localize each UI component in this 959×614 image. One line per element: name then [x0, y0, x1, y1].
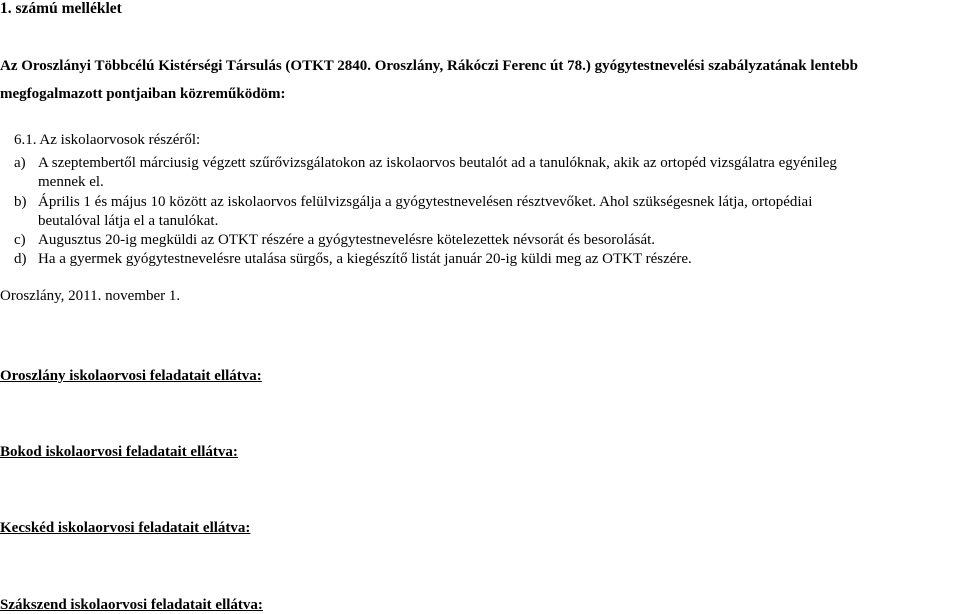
- list-item-c: [14, 231, 655, 249]
- list-item-letter: b): [14, 194, 27, 210]
- intro-line-2: megfogalmazott pontjaiban közreműködöm:: [0, 86, 286, 102]
- list-item-text: Április 1 és május 10 között az iskolaorvos felülvizsgálja a gyógytestnevelésen résztvevőket. Ahol szükségesnek látja, ortopédiai: [38, 194, 813, 210]
- document-title: 1. számú melléklet: [0, 0, 122, 17]
- list-item-d: [14, 250, 692, 268]
- list-item-letter: c): [14, 232, 26, 248]
- list-item-b: [14, 193, 812, 211]
- signature-label-kecsked: Kecskéd iskolaorvosi feladatait ellátva:: [0, 520, 251, 536]
- list-item-letter: a): [14, 155, 26, 171]
- intro-line-1: Az Oroszlányi Többcélú Kistérségi Társulás (OTKT 2840. Oroszlány, Rákóczi Ferenc út 78.) gyógytestnevelési szabályzatának lentebb: [0, 58, 858, 74]
- signature-label-oroszlany: Oroszlány iskolaorvosi feladatait ellátva:: [0, 368, 262, 384]
- list-item-text: A szeptembertől márciusig végzett szűrővizsgálatokon az iskolaorvos beutalót ad a tanulóknak, akik az ortopéd vizsgálatra egyénileg: [38, 155, 837, 171]
- list-item-a: [14, 154, 837, 172]
- list-item-letter: d): [14, 251, 27, 267]
- section-heading: 6.1. Az iskolaorvosok részéről:: [14, 132, 201, 148]
- place-and-date: Oroszlány, 2011. november 1.: [0, 288, 181, 304]
- signature-label-bokod: Bokod iskolaorvosi feladatait ellátva:: [0, 444, 238, 460]
- list-item-b-continuation: beutalóval látja el a tanulókat.: [38, 213, 219, 229]
- list-item-a-continuation: mennek el.: [38, 174, 104, 190]
- list-item-text: Ha a gyermek gyógytestnevelésre utalása sürgős, a kiegészítő listát január 20-ig küldi meg az OTKT részére.: [38, 251, 692, 267]
- signature-label-szakszend: Szákszend iskolaorvosi feladatait ellátva:: [0, 597, 263, 613]
- list-item-text: Augusztus 20-ig megküldi az OTKT részére a gyógytestnevelésre kötelezettek névsorát és besorolását.: [38, 232, 656, 248]
